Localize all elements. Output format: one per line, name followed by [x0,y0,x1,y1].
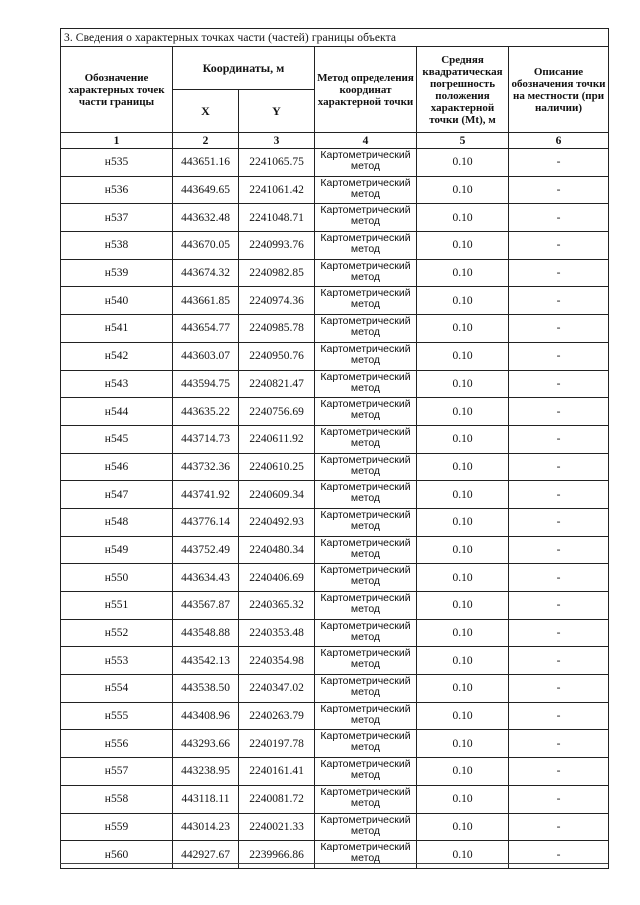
accuracy-cell: 0.10 [417,564,509,592]
accuracy-cell: 0.10 [417,287,509,315]
x-coordinate-cell: 443238.95 [173,758,239,786]
y-coordinate-cell: 2240021.33 [239,813,315,841]
accuracy-cell: 0.10 [417,592,509,620]
y-coordinate-cell: 2240197.78 [239,730,315,758]
table-row [61,647,609,675]
method-cell: Картометрический метод [315,232,417,260]
point-id-cell: н557 [61,758,173,786]
y-coordinate-cell: 2240263.79 [239,702,315,730]
table-row [61,370,609,398]
x-coordinate-cell: 443752.49 [173,536,239,564]
y-coordinate-cell: 2240611.92 [239,425,315,453]
method-cell: Картометрический метод [315,149,417,177]
accuracy-cell: 0.10 [417,785,509,813]
table-row [61,481,609,509]
method-cell: Картометрический метод [315,398,417,426]
point-id-cell: н540 [61,287,173,315]
point-id-cell: н542 [61,342,173,370]
x-coordinate-cell: 443408.96 [173,702,239,730]
x-coordinate-cell: 442927.67 [173,841,239,869]
y-coordinate-cell: 2240821.47 [239,370,315,398]
method-cell: Картометрический метод [315,564,417,592]
x-coordinate-cell: 443651.16 [173,149,239,177]
y-coordinate-cell: 2240492.93 [239,508,315,536]
point-id-cell: н535 [61,149,173,177]
table-row [61,149,609,177]
y-coordinate-cell: 2240347.02 [239,675,315,703]
point-id-cell: н554 [61,675,173,703]
table-row [61,176,609,204]
description-cell: - [509,536,609,564]
description-cell: - [509,204,609,232]
x-coordinate-cell: 443014.23 [173,813,239,841]
column-number: 3 [239,133,315,149]
x-coordinate-cell: 443649.65 [173,176,239,204]
accuracy-cell: 0.10 [417,370,509,398]
accuracy-cell: 0.10 [417,675,509,703]
accuracy-cell: 0.10 [417,758,509,786]
point-id-cell: н543 [61,370,173,398]
table-row [61,564,609,592]
table-row [61,730,609,758]
x-coordinate-cell: 443567.87 [173,592,239,620]
table-row [61,259,609,287]
description-cell: - [509,342,609,370]
description-cell: - [509,259,609,287]
y-coordinate-cell: 2240406.69 [239,564,315,592]
table-row [61,342,609,370]
point-id-cell: н547 [61,481,173,509]
y-coordinate-cell: 2241048.71 [239,204,315,232]
accuracy-cell: 0.10 [417,841,509,869]
method-cell: Картометрический метод [315,841,417,869]
x-coordinate-cell: 443661.85 [173,287,239,315]
footer-divider [60,863,608,864]
method-cell: Картометрический метод [315,785,417,813]
column-number: 4 [315,133,417,149]
accuracy-cell: 0.10 [417,342,509,370]
x-coordinate-cell: 443732.36 [173,453,239,481]
table-row [61,702,609,730]
method-cell: Картометрический метод [315,813,417,841]
x-coordinate-cell: 443654.77 [173,315,239,343]
column-number: 2 [173,133,239,149]
accuracy-cell: 0.10 [417,508,509,536]
x-coordinate-cell: 443674.32 [173,259,239,287]
accuracy-cell: 0.10 [417,481,509,509]
table-row [61,592,609,620]
x-coordinate-cell: 443714.73 [173,425,239,453]
x-coordinate-cell: 443634.43 [173,564,239,592]
x-coordinate-cell: 443603.07 [173,342,239,370]
table-row [61,232,609,260]
accuracy-cell: 0.10 [417,398,509,426]
point-id-cell: н537 [61,204,173,232]
description-cell: - [509,425,609,453]
method-cell: Картометрический метод [315,481,417,509]
description-cell: - [509,592,609,620]
table-row [61,508,609,536]
method-cell: Картометрический метод [315,536,417,564]
y-coordinate-cell: 2241061.42 [239,176,315,204]
header-description: Описание обозначения точки на местности (при наличии) [509,47,609,133]
header-method: Метод определения координат характерной точки [315,47,417,133]
header-y: Y [239,90,315,133]
table-row [61,453,609,481]
table-row [61,425,609,453]
description-cell: - [509,647,609,675]
point-id-cell: н539 [61,259,173,287]
y-coordinate-cell: 2240081.72 [239,785,315,813]
table-row [61,785,609,813]
table-row [61,758,609,786]
column-number: 5 [417,133,509,149]
table-row [61,204,609,232]
document-page [60,28,608,869]
method-cell: Картометрический метод [315,675,417,703]
x-coordinate-cell: 443293.66 [173,730,239,758]
point-id-cell: н544 [61,398,173,426]
method-cell: Картометрический метод [315,730,417,758]
header-designation: Обозначение характерных точек части границы [61,47,173,133]
y-coordinate-cell: 2241065.75 [239,149,315,177]
x-coordinate-cell: 443548.88 [173,619,239,647]
method-cell: Картометрический метод [315,370,417,398]
column-number-row [61,133,609,149]
point-id-cell: н558 [61,785,173,813]
accuracy-cell: 0.10 [417,176,509,204]
description-cell: - [509,453,609,481]
accuracy-cell: 0.10 [417,149,509,177]
point-id-cell: н545 [61,425,173,453]
table-row [61,287,609,315]
y-coordinate-cell: 2240161.41 [239,758,315,786]
y-coordinate-cell: 2240610.25 [239,453,315,481]
method-cell: Картометрический метод [315,425,417,453]
method-cell: Картометрический метод [315,204,417,232]
accuracy-cell: 0.10 [417,619,509,647]
description-cell: - [509,813,609,841]
accuracy-cell: 0.10 [417,315,509,343]
accuracy-cell: 0.10 [417,425,509,453]
point-id-cell: н546 [61,453,173,481]
table-row [61,675,609,703]
description-cell: - [509,149,609,177]
column-number: 1 [61,133,173,149]
point-id-cell: н556 [61,730,173,758]
accuracy-cell: 0.10 [417,730,509,758]
point-id-cell: н549 [61,536,173,564]
point-id-cell: н550 [61,564,173,592]
y-coordinate-cell: 2240756.69 [239,398,315,426]
column-number: 6 [509,133,609,149]
point-id-cell: н551 [61,592,173,620]
point-id-cell: н560 [61,841,173,869]
description-cell: - [509,564,609,592]
accuracy-cell: 0.10 [417,453,509,481]
table-row [61,841,609,869]
y-coordinate-cell: 2240365.32 [239,592,315,620]
description-cell: - [509,841,609,869]
section-title: 3. Сведения о характерных точках части (частей) границы объекта [61,29,609,47]
method-cell: Картометрический метод [315,758,417,786]
method-cell: Картометрический метод [315,342,417,370]
point-id-cell: н538 [61,232,173,260]
method-cell: Картометрический метод [315,176,417,204]
x-coordinate-cell: 443538.50 [173,675,239,703]
x-coordinate-cell: 443542.13 [173,647,239,675]
point-id-cell: н555 [61,702,173,730]
description-cell: - [509,287,609,315]
x-coordinate-cell: 443776.14 [173,508,239,536]
method-cell: Картометрический метод [315,287,417,315]
accuracy-cell: 0.10 [417,647,509,675]
point-id-cell: н552 [61,619,173,647]
x-coordinate-cell: 443118.11 [173,785,239,813]
method-cell: Картометрический метод [315,647,417,675]
x-coordinate-cell: 443670.05 [173,232,239,260]
description-cell: - [509,702,609,730]
method-cell: Картометрический метод [315,508,417,536]
y-coordinate-cell: 2240480.34 [239,536,315,564]
description-cell: - [509,675,609,703]
accuracy-cell: 0.10 [417,702,509,730]
table-row [61,315,609,343]
y-coordinate-cell: 2239966.86 [239,841,315,869]
description-cell: - [509,619,609,647]
boundary-points-table [60,28,609,869]
table-row [61,398,609,426]
description-cell: - [509,398,609,426]
description-cell: - [509,232,609,260]
y-coordinate-cell: 2240950.76 [239,342,315,370]
point-id-cell: н559 [61,813,173,841]
method-cell: Картометрический метод [315,453,417,481]
method-cell: Картометрический метод [315,702,417,730]
x-coordinate-cell: 443635.22 [173,398,239,426]
point-id-cell: н548 [61,508,173,536]
x-coordinate-cell: 443632.48 [173,204,239,232]
y-coordinate-cell: 2240982.85 [239,259,315,287]
y-coordinate-cell: 2240974.36 [239,287,315,315]
point-id-cell: н536 [61,176,173,204]
accuracy-cell: 0.10 [417,204,509,232]
description-cell: - [509,758,609,786]
point-id-cell: н553 [61,647,173,675]
description-cell: - [509,370,609,398]
point-id-cell: н541 [61,315,173,343]
method-cell: Картометрический метод [315,619,417,647]
y-coordinate-cell: 2240609.34 [239,481,315,509]
method-cell: Картометрический метод [315,592,417,620]
description-cell: - [509,481,609,509]
header-x: X [173,90,239,133]
table-row [61,619,609,647]
description-cell: - [509,176,609,204]
description-cell: - [509,785,609,813]
table-row [61,813,609,841]
method-cell: Картометрический метод [315,315,417,343]
header-coordinates: Координаты, м [173,47,315,90]
accuracy-cell: 0.10 [417,232,509,260]
header-accuracy: Средняя квадратическая погрешность положения характерной точки (Mt), м [417,47,509,133]
table-row [61,536,609,564]
y-coordinate-cell: 2240353.48 [239,619,315,647]
y-coordinate-cell: 2240993.76 [239,232,315,260]
accuracy-cell: 0.10 [417,536,509,564]
accuracy-cell: 0.10 [417,259,509,287]
x-coordinate-cell: 443741.92 [173,481,239,509]
description-cell: - [509,508,609,536]
y-coordinate-cell: 2240985.78 [239,315,315,343]
y-coordinate-cell: 2240354.98 [239,647,315,675]
accuracy-cell: 0.10 [417,813,509,841]
x-coordinate-cell: 443594.75 [173,370,239,398]
description-cell: - [509,730,609,758]
description-cell: - [509,315,609,343]
method-cell: Картометрический метод [315,259,417,287]
